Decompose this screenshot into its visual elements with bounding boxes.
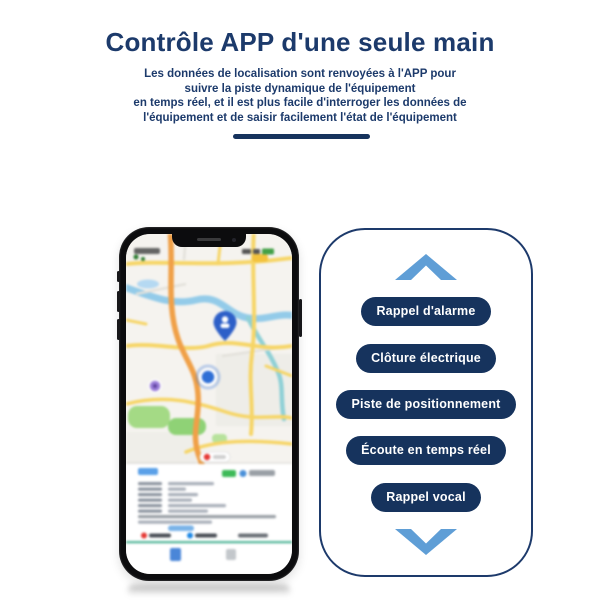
- divider: [233, 134, 370, 139]
- volume-up-button: [117, 291, 120, 312]
- phone-screen: [126, 234, 292, 574]
- locate-action-icon: [187, 533, 193, 539]
- feature-button-alarm-reminder[interactable]: Rappel d'alarme: [361, 297, 490, 326]
- clock-text-blur: [134, 248, 160, 254]
- address-bar: [138, 515, 276, 518]
- tab-map-icon: [170, 548, 181, 561]
- poi-marker-icon: [149, 380, 161, 392]
- lake-shape: [137, 280, 159, 289]
- page-title: Contrôle APP d'une seule main: [105, 27, 495, 57]
- subtitle-line: Les données de localisation sont renvoyées à l'APP pour: [144, 68, 456, 80]
- subtitle-line: suivre la piste dynamique de l'équipement: [184, 82, 416, 95]
- track-icon: [240, 470, 247, 477]
- chevron-down-icon: [395, 529, 457, 555]
- chevron-up-icon: [395, 254, 457, 280]
- subtitle-line: en temps réel, et il est plus facile d'interroger les données de: [133, 97, 467, 109]
- position-dot-icon: [197, 366, 219, 388]
- volume-down-button: [117, 319, 120, 340]
- battery-icon: [262, 249, 274, 255]
- road-badge: [252, 254, 268, 262]
- current-location-pill: [200, 452, 230, 462]
- teal-divider: [126, 541, 292, 543]
- front-camera: [232, 238, 237, 243]
- signal-icon: [242, 249, 251, 254]
- feature-button-positioning-track[interactable]: Piste de positionnement: [336, 390, 515, 419]
- device-info-sheet: [126, 462, 292, 574]
- tab-bar: [126, 543, 292, 574]
- feature-panel: [319, 228, 533, 577]
- tab-settings-icon: [226, 549, 236, 560]
- phone-notch: [172, 234, 246, 247]
- feature-button-electric-fence[interactable]: Clôture électrique: [356, 344, 496, 373]
- subtitle-line: l'équipement et de saisir facilement l'état de l'équipement: [143, 111, 457, 124]
- mute-switch: [117, 271, 120, 282]
- wifi-icon: [253, 249, 260, 254]
- alarm-action-icon: [141, 533, 147, 539]
- map: [126, 234, 292, 574]
- link-bar: [168, 526, 194, 532]
- speaker-slot: [197, 238, 221, 241]
- power-button: [299, 299, 302, 337]
- phone-reflection: [128, 585, 290, 596]
- status-tag: [138, 468, 158, 475]
- refresh-icon: [222, 470, 236, 477]
- subtitle: [0, 67, 600, 125]
- phone-mockup: [119, 227, 299, 581]
- feature-button-realtime-listening[interactable]: Écoute en temps réel: [346, 436, 506, 465]
- feature-button-voice-reminder[interactable]: Rappel vocal: [371, 483, 481, 512]
